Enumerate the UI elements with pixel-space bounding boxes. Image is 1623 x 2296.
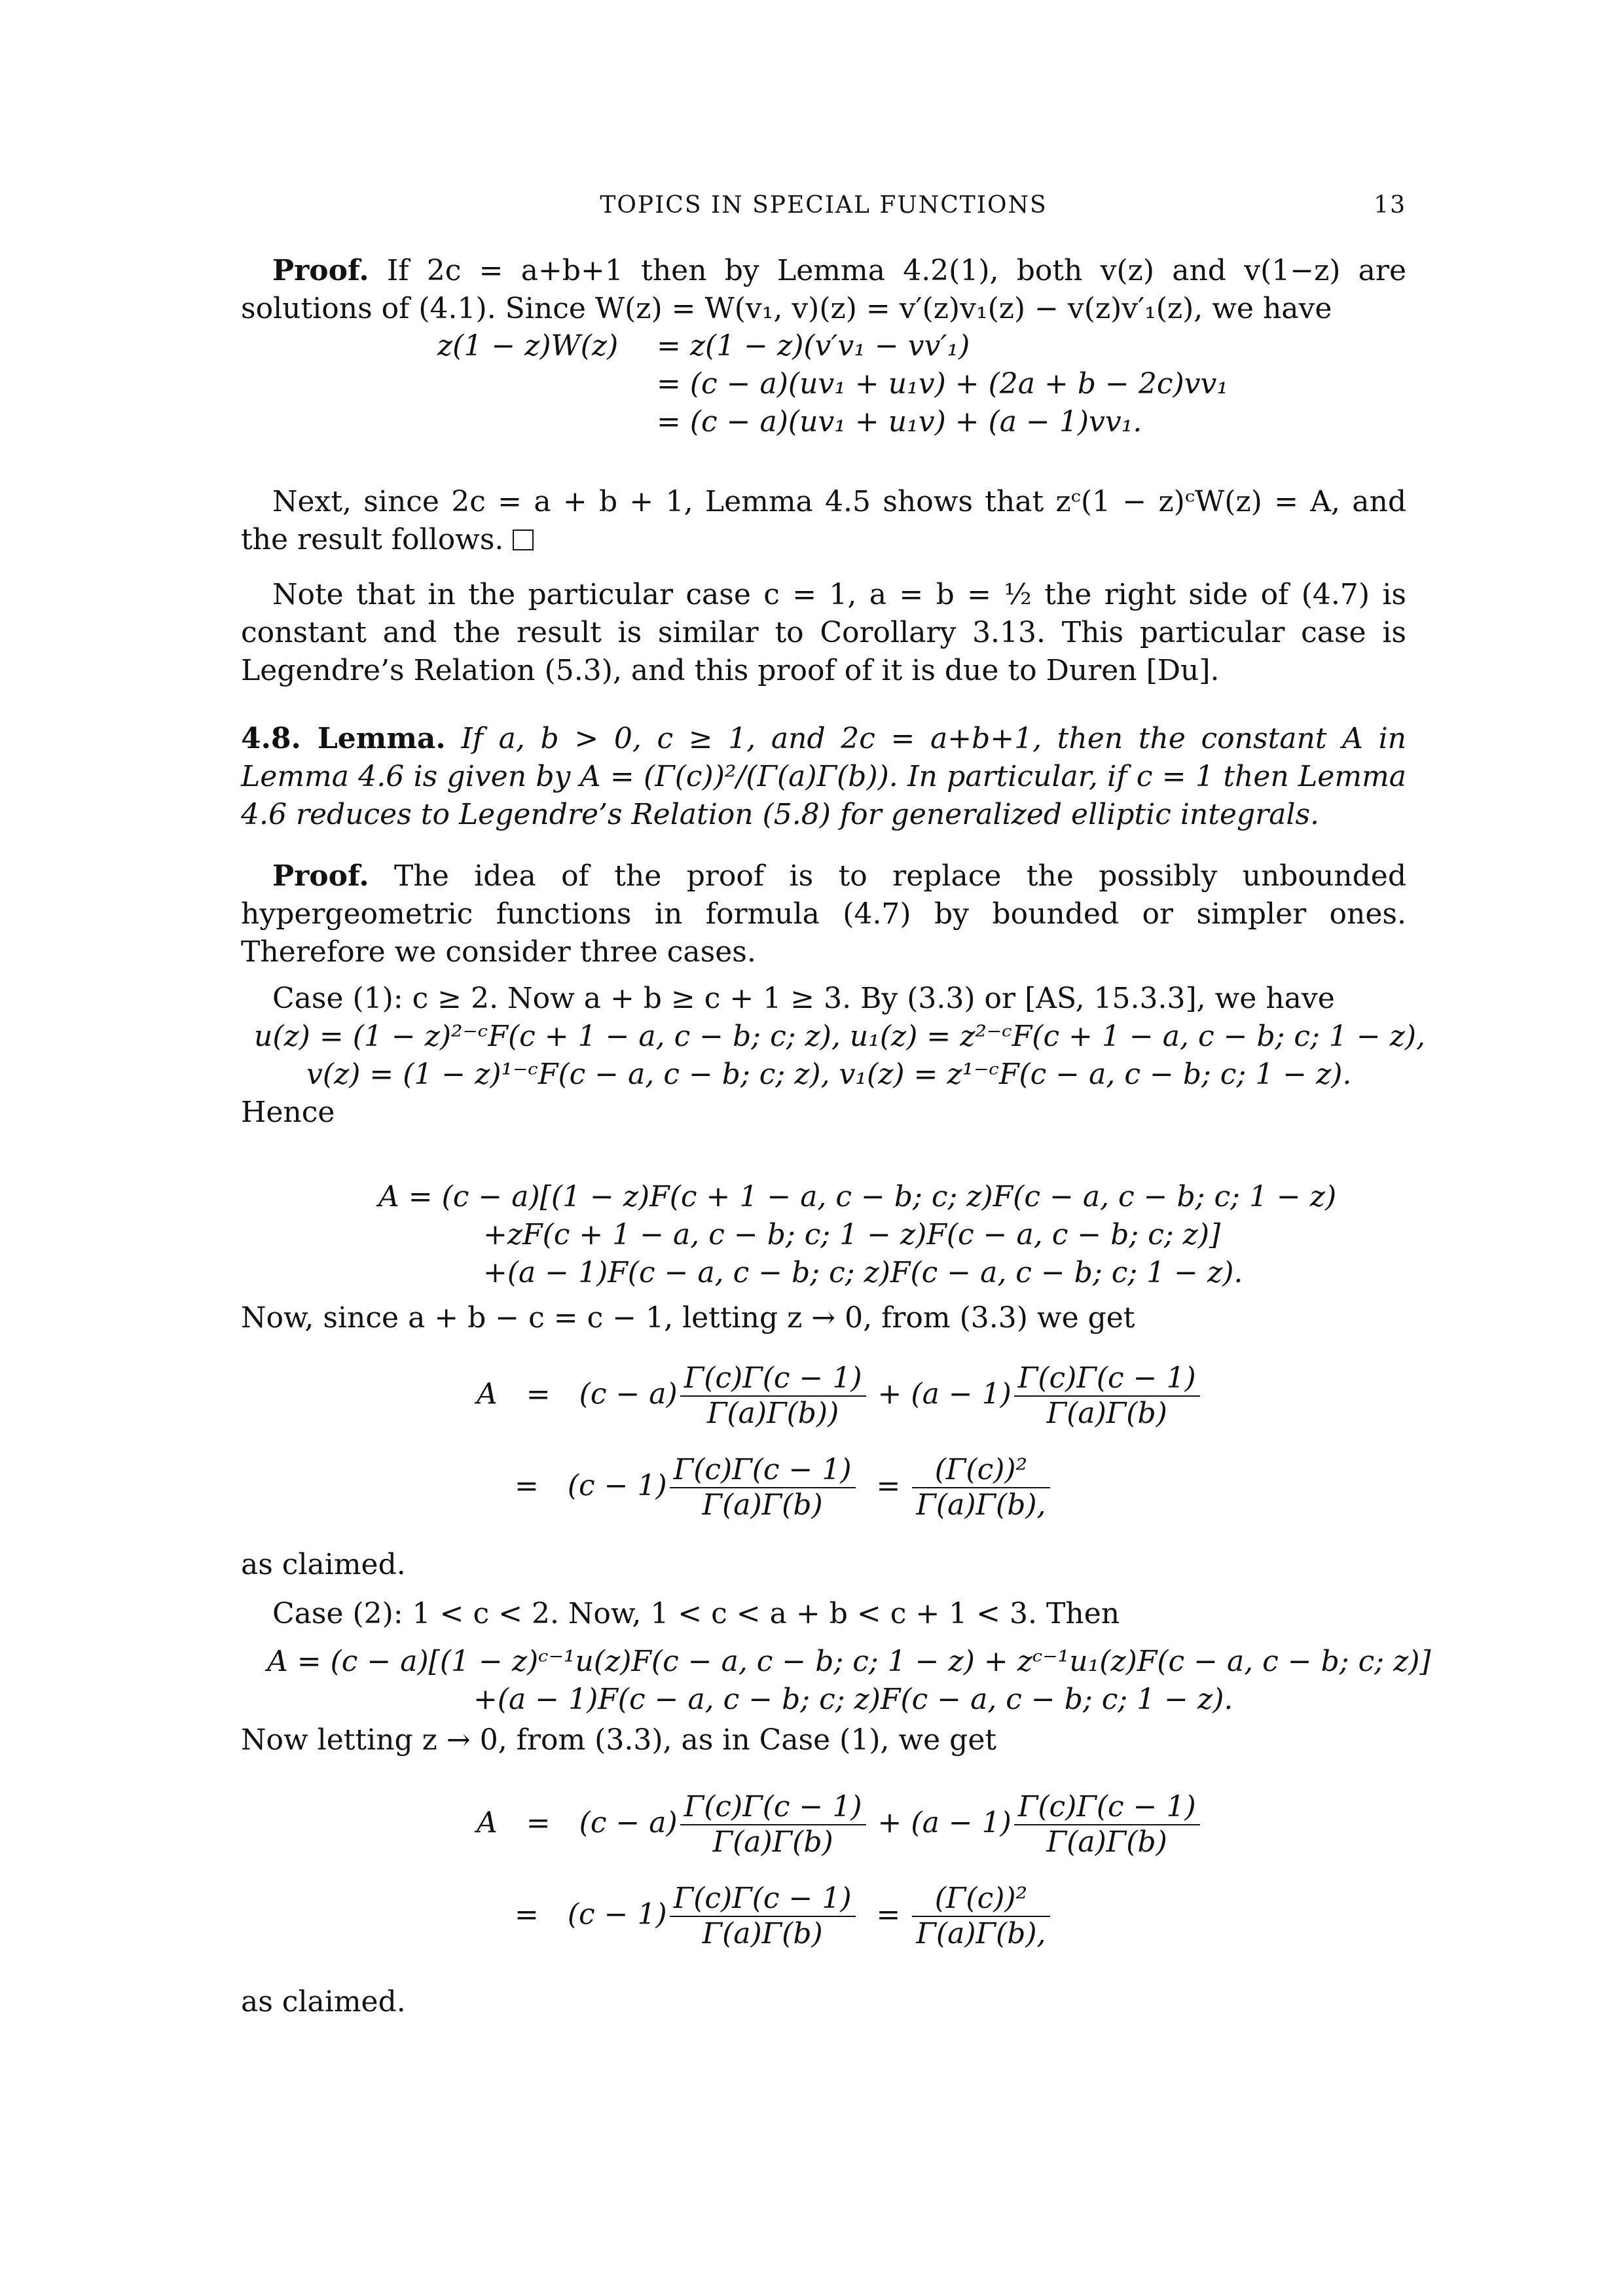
- fraction: $\frac{\Gamma(c)\Gamma(c - 1)}{\Gamma(a)\Gamma(b)}$: [1014, 1361, 1200, 1431]
- case2-result-row2: = (c − 1) $\frac{\Gamma(c)\Gamma(c - 1)}{\Gamma(a)\Gamma(b)}$ = $\frac{\text{(Γ(c))²}}{\Gamma(a)\Gamma(b),}$: [477, 1882, 1053, 1951]
- A-case2-line1: A = (c − a)[(1 − z)ᶜ⁻¹u(z)F(c − a, c − b; c; 1 − z) + zᶜ⁻¹u₁(z)F(c − a, c − b; c; z)]: [267, 1645, 1431, 1678]
- fraction: $\frac{\text{(Γ(c))²}}{\Gamma(a)\Gamma(b),}$: [912, 1882, 1049, 1951]
- case1-intro: Case (1): c ≥ 2. Now a + b ≥ c + 1 ≥ 3. By (3.3) or [AS, 15.3.3], we have: [272, 982, 1335, 1015]
- lemma-paragraph: [241, 720, 1406, 834]
- case1-limit-text: Now, since a + b − c = c − 1, letting z → 0, from (3.3) we get: [241, 1301, 1135, 1335]
- lemma-text: If a, b > 0, c ≥ 1, and 2c = a+b+1, then the constant A in Lemma 4.6 is given by A = (Γ(c))²/(Γ(a)Γ(b)). In particular, if c = 1 then Lemma 4.6 reduces to Legendre’s Relation (5.8) for generalized elliptic integrals.: [241, 722, 1406, 831]
- A-case1-line2: +zF(c + 1 − a, c − b; c; 1 − z)F(c − a, c − b; c; z)]: [483, 1218, 1221, 1251]
- fraction: $\frac{\Gamma(c)\Gamma(c - 1)}{\Gamma(a)\Gamma(b)}$: [680, 1790, 866, 1859]
- A-case1-line1: A = (c − a)[(1 − z)F(c + 1 − a, c − b; c; z)F(c − a, c − b; c; 1 − z): [378, 1180, 1337, 1213]
- proof2-label: Proof.: [272, 859, 369, 893]
- hence-text: Hence: [241, 1096, 335, 1129]
- fraction: $\frac{\Gamma(c)\Gamma(c - 1)}{\Gamma(a)\Gamma(b))}$: [680, 1361, 866, 1431]
- A-case1-line3: +(a − 1)F(c − a, c − b; c; z)F(c − a, c − b; c; 1 − z).: [483, 1256, 1243, 1289]
- fraction: $\frac{\Gamma(c)\Gamma(c - 1)}{\Gamma(a)\Gamma(b)}$: [1014, 1790, 1200, 1859]
- case2-result-row1: A = (c − a) $\frac{\Gamma(c)\Gamma(c - 1)}{\Gamma(a)\Gamma(b)}$ + (a − 1) $\frac{\Gamma(c)\Gamma(c - 1)}{\Gamma(a)\Gamma(b)}$: [477, 1790, 1203, 1859]
- A-case2-line2: +(a − 1)F(c − a, c − b; c; z)F(c − a, c − b; c; 1 − z).: [473, 1683, 1233, 1716]
- page-number: 13: [1374, 192, 1406, 219]
- as-claimed-2: as claimed.: [241, 1985, 406, 2018]
- note-paragraph: Note that in the particular case c = 1, a = b = ½ the right side of (4.7) is constant and the result is similar to Corollary 3.13. This particular case is Legendre’s Relation (5.3), and this proof of it is due to Duren [Du].: [241, 578, 1406, 687]
- fraction: $\frac{\Gamma(c)\Gamma(c - 1)}{\Gamma(a)\Gamma(b)}$: [670, 1453, 856, 1522]
- proof1-next-text: Next, since 2c = a + b + 1, Lemma 4.5 shows that zᶜ(1 − z)ᶜW(z) = A, and the result follows.: [241, 485, 1406, 556]
- qed-box-icon: [513, 529, 534, 550]
- as-claimed-1: as claimed.: [241, 1548, 406, 1581]
- case1-u-equation: u(z) = (1 − z)²⁻ᶜF(c + 1 − a, c − b; c; z), u₁(z) = z²⁻ᶜF(c + 1 − a, c − b; c; 1 − z),: [254, 1020, 1426, 1053]
- proof2-text: The idea of the proof is to replace the possibly unbounded hypergeometric functions in formula (4.7) by bounded or simpler ones. Therefore we consider three cases.: [241, 859, 1406, 969]
- case2-intro: Case (2): 1 < c < 2. Now, 1 < c < a + b < c + 1 < 3. Then: [272, 1597, 1120, 1630]
- case1-result-row2: = (c − 1) $\frac{\Gamma(c)\Gamma(c - 1)}{\Gamma(a)\Gamma(b)}$ = $\frac{\text{(Γ(c))²}}{\Gamma(a)\Gamma(b),}$: [477, 1453, 1053, 1522]
- fraction: $\frac{\Gamma(c)\Gamma(c - 1)}{\Gamma(a)\Gamma(b)}$: [670, 1882, 856, 1951]
- fraction: $\frac{\text{(Γ(c))²}}{\Gamma(a)\Gamma(b),}$: [912, 1453, 1049, 1522]
- case1-v-equation: v(z) = (1 − z)¹⁻ᶜF(c − a, c − b; c; z), v₁(z) = z¹⁻ᶜF(c − a, c − b; c; 1 − z).: [306, 1058, 1352, 1091]
- eq1-row3: = (c − a)(uv₁ + u₁v) + (a − 1)vv₁.: [657, 405, 1142, 439]
- eq1-row2: = (c − a)(uv₁ + u₁v) + (2a + b − 2c)vv₁: [657, 367, 1228, 401]
- eq1-lhs: z(1 − z)W(z): [437, 329, 619, 363]
- proof1-text: If 2c = a+b+1 then by Lemma 4.2(1), both v(z) and v(1−z) are solutions of (4.1). Since W(z) = W(v₁, v)(z) = v′(z)v₁(z) − v(z)v′₁(z), we have: [241, 254, 1406, 325]
- proof1-label: Proof.: [272, 254, 369, 287]
- lemma-label: 4.8. Lemma.: [241, 722, 446, 755]
- paper-page: [241, 0, 1431, 2296]
- eq1-row1: = z(1 − z)(v′v₁ − vv′₁): [657, 329, 970, 363]
- header-title: TOPICS IN SPECIAL FUNCTIONS: [600, 192, 1048, 219]
- case1-result-row1: A = (c − a) $\frac{\Gamma(c)\Gamma(c - 1)}{\Gamma(a)\Gamma(b))}$ + (a − 1) $\frac{\Gamma(c)\Gamma(c - 1)}{\Gamma(a)\Gamma(b)}$: [477, 1361, 1203, 1431]
- proof1-paragraph: [241, 252, 1406, 328]
- proof1-conclusion: [241, 483, 1406, 559]
- case2-limit-text: Now letting z → 0, from (3.3), as in Case (1), we get: [241, 1723, 997, 1757]
- proof2-paragraph: [241, 857, 1406, 971]
